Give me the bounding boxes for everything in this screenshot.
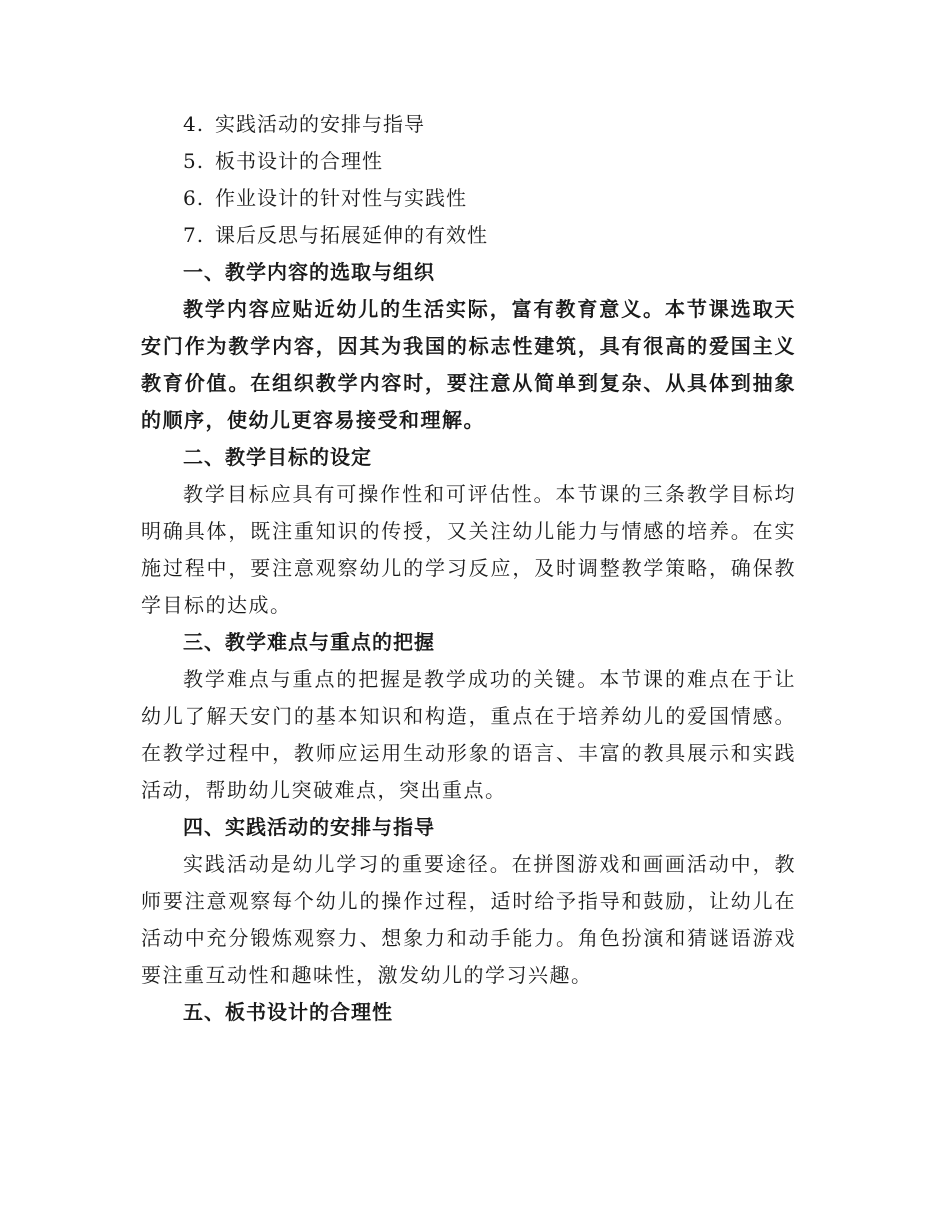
- section-heading-activities: 四、实践活动的安排与指导: [183, 815, 435, 839]
- list-item-text: 实践活动的安排与指导: [215, 112, 425, 136]
- list-item-number: 6.: [183, 186, 205, 210]
- document-page: [141, 106, 796, 1031]
- section-body-key-points: 教学难点与重点的把握是教学成功的关键。本节课的难点在于让幼儿了解天安门的基本知识和构造，重点在于培养幼儿的爱国情感。在教学过程中，教师应运用生动形象的语言、丰富的教具展示和实践活动，帮助幼儿突破难点，突出重点。: [141, 667, 796, 802]
- list-item-text: 作业设计的针对性与实践性: [215, 186, 467, 210]
- section-heading-goals: 二、教学目标的设定: [183, 445, 372, 469]
- section-heading-content: 一、教学内容的选取与组织: [183, 260, 435, 284]
- section-heading-key-points: 三、教学难点与重点的把握: [183, 630, 435, 654]
- list-item-number: 4.: [183, 112, 205, 136]
- list-item-number: 5.: [183, 149, 205, 173]
- list-item: [141, 180, 796, 217]
- section-heading-blackboard: 五、板书设计的合理性: [183, 1000, 393, 1024]
- list-item-text: 板书设计的合理性: [215, 149, 383, 173]
- section-body-activities: 实践活动是幼儿学习的重要途径。在拼图游戏和画画活动中，教师要注意观察每个幼儿的操作过程，适时给予指导和鼓励，让幼儿在活动中充分锻炼观察力、想象力和动手能力。角色扮演和猜谜语游戏要注重互动性和趣味性，激发幼儿的学习兴趣。: [141, 852, 796, 987]
- section-body-goals: 教学目标应具有可操作性和可评估性。本节课的三条教学目标均明确具体，既注重知识的传授，又关注幼儿能力与情感的培养。在实施过程中，要注意观察幼儿的学习反应，及时调整教学策略，确保教学目标的达成。: [141, 482, 796, 617]
- list-item: [141, 106, 796, 143]
- list-item-number: 7.: [183, 223, 205, 247]
- list-item-text: 课后反思与拓展延伸的有效性: [215, 223, 488, 247]
- list-item: [141, 143, 796, 180]
- section-body-content: 教学内容应贴近幼儿的生活实际，富有教育意义。本节课选取天安门作为教学内容，因其为我国的标志性建筑，具有很高的爱国主义教育价值。在组织教学内容时，要注意从简单到复杂、从具体到抽象的顺序，使幼儿更容易接受和理解。: [141, 297, 796, 432]
- list-item: [141, 217, 796, 254]
